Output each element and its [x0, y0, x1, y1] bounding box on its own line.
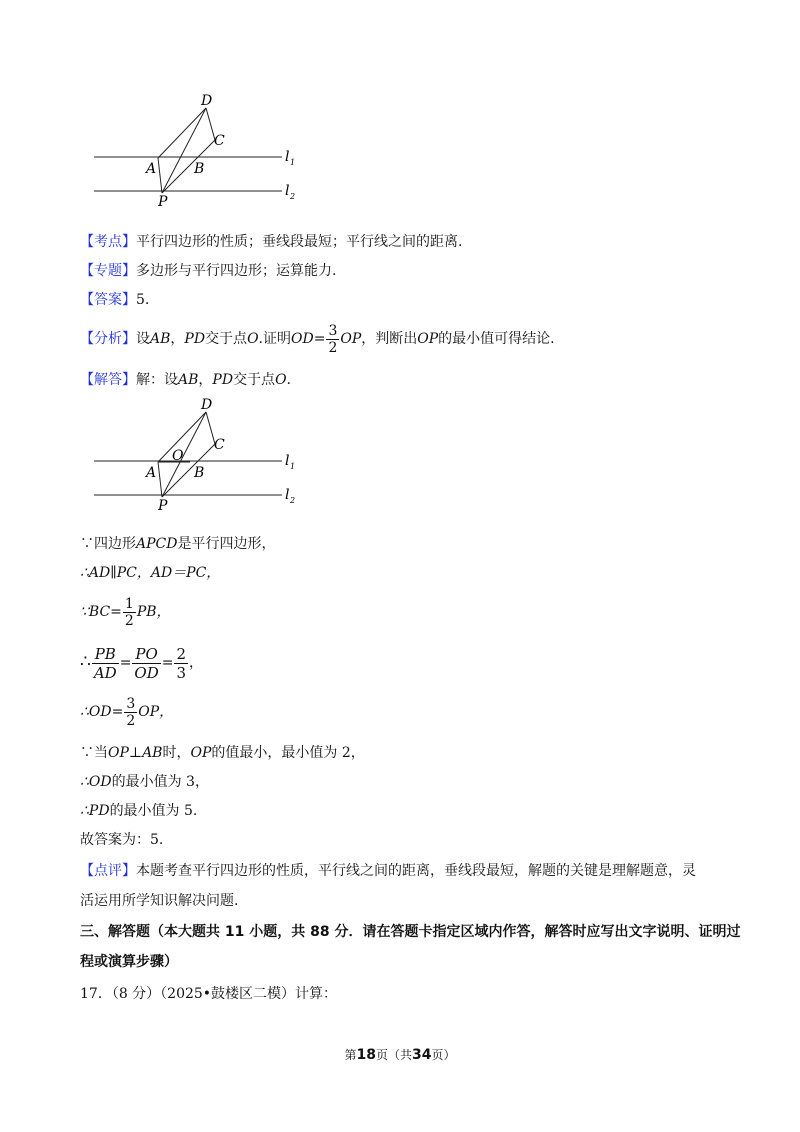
fenxi-od: OD [291, 331, 314, 347]
zhuanti-text: 多边形与平行四边形；运算能力. [136, 263, 337, 279]
label-A: A [146, 465, 157, 481]
step-8 [80, 801, 197, 821]
step-4-frac1-den: AD [93, 663, 117, 682]
step-5-fraction [124, 696, 137, 729]
dianping-text-1: 本题考查平行四边形的性质，平行线之间的距离，垂线段最短，解题的关键是理解题意，灵 [136, 863, 696, 879]
section-heading-line-1: 三、解答题（本大题共 11 小题，共 88 分．请在答题卡指定区域内作答，解答时应写出文字说明、证明过 [80, 924, 741, 940]
label-P: P [158, 194, 168, 210]
fenxi-tag: 【分析】 [80, 331, 136, 347]
label-B: B [194, 465, 205, 481]
step-6-text-a: ∵当 [80, 745, 108, 761]
question-17: 17．（8 分）（2025•鼓楼区二模）计算： [80, 986, 338, 1002]
step-1-text-a: ∵四边形 [80, 536, 136, 552]
step-4-frac3-num: 2 [176, 644, 187, 663]
footer-text-3: 页） [431, 1048, 456, 1062]
step-4-frac2-den: OD [134, 663, 159, 682]
step-4-frac3-den: 3 [176, 663, 187, 682]
step-2: ∴AD∥PC，AD＝PC， [80, 565, 221, 581]
label-C: C [214, 437, 225, 453]
step-8-pd: ∴PD [80, 803, 110, 819]
fenxi-comma: ， [170, 331, 185, 347]
fenxi-o: O [247, 331, 259, 347]
side-CP [162, 140, 215, 193]
step-5-text-b: OP， [138, 704, 174, 720]
side-AD [158, 108, 206, 158]
fenxi-ab: AB [150, 331, 171, 347]
label-A: A [146, 161, 157, 177]
fenxi-text2: 交于点 [205, 331, 248, 347]
step-3-fraction [123, 596, 136, 629]
step-5-frac-num: 3 [126, 695, 136, 712]
jieda-line [80, 370, 291, 390]
step-3-text-b: PB， [136, 604, 171, 620]
fenxi-text: 设 [136, 331, 150, 347]
kaodian-tag: 【考点】 [80, 234, 136, 250]
label-l2: l [285, 487, 290, 503]
section-heading-line-2: 程或演算步骤） [80, 954, 178, 970]
fenxi-fraction [326, 323, 339, 356]
footer-text-1: 第 [344, 1048, 357, 1062]
fenxi-op: OP [340, 331, 362, 347]
step-1 [80, 534, 275, 554]
dianping-line [80, 861, 696, 881]
label-D: D [201, 93, 213, 109]
jieda-ab: AB [178, 372, 199, 388]
fenxi-eq: = [313, 331, 326, 347]
footer-page-number: 18 [356, 1047, 376, 1063]
step-4-frac2 [132, 645, 160, 682]
jieda-pd: PD [212, 372, 234, 388]
daan-text: 5. [136, 292, 150, 308]
jieda-comma: ， [198, 372, 213, 388]
label-l1: l [285, 149, 290, 165]
fenxi-frac-den: 2 [328, 339, 338, 356]
jieda-o: O [275, 372, 287, 388]
page-footer [0, 1046, 800, 1063]
label-l1-sub: 1 [290, 462, 296, 471]
step-4-therefore: ∴ [80, 652, 91, 672]
footer-text-2: 页（共 [375, 1048, 412, 1062]
label-P: P [158, 498, 168, 514]
fenxi-text5: 的最小值可得结论. [438, 331, 555, 347]
step-7-od: ∴OD [80, 774, 112, 790]
step-6-text-c: 时， [162, 745, 191, 761]
figure-parallelogram-1 [88, 88, 308, 213]
step-6 [80, 743, 365, 763]
step-5-frac-den: 2 [126, 712, 136, 729]
fenxi-pd: PD [184, 331, 206, 347]
dianping-tag: 【点评】 [80, 863, 136, 879]
label-B: B [194, 161, 205, 177]
step-5 [80, 694, 173, 730]
step-3-text-a: ∵BC= [80, 604, 122, 620]
label-D: D [201, 397, 213, 413]
step-4-frac1-num: PB [92, 645, 119, 664]
jieda-tag: 【解答】 [80, 372, 136, 388]
jieda-end: . [286, 372, 291, 388]
fenxi-text3: .证明 [258, 331, 291, 347]
fenxi-frac-num: 3 [328, 322, 338, 339]
figure-parallelogram-2 [88, 392, 308, 517]
label-O: O [172, 448, 184, 464]
step-7-text: 的最小值为 3， [111, 774, 209, 790]
step-1-text-c: 是平行四边形， [177, 536, 276, 552]
diagonal-PD [162, 412, 206, 497]
zhuanti-line [80, 261, 336, 281]
zhuanti-tag: 【专题】 [80, 263, 136, 279]
step-1-apcd: APCD [136, 536, 178, 552]
label-l2-sub: 2 [290, 192, 296, 201]
step-3 [80, 594, 171, 630]
kaodian-line [80, 232, 462, 252]
label-l1: l [285, 453, 290, 469]
side-PA [158, 158, 162, 193]
dianping-line-2: 活运用所学知识解决问题. [80, 893, 239, 909]
jieda-text: 解：设 [136, 372, 178, 388]
side-CP [162, 444, 215, 497]
step-4-frac2-num: PO [132, 645, 160, 664]
footer-total-pages: 34 [412, 1047, 432, 1063]
daan-line [80, 290, 149, 310]
kaodian-text: 平行四边形的性质；垂线段最短；平行线之间的距离. [136, 234, 463, 250]
step-7 [80, 772, 209, 792]
step-4-end: ， [189, 655, 204, 671]
label-l1-sub: 1 [290, 158, 296, 167]
daan-tag: 【答案】 [80, 292, 136, 308]
step-4-eq1: = [119, 655, 132, 671]
label-l2: l [285, 183, 290, 199]
step-6-op: OP [190, 745, 212, 761]
fenxi-op2: OP [417, 331, 439, 347]
fenxi-text4: ，判断出 [361, 331, 418, 347]
fenxi-line [80, 322, 555, 356]
step-4 [80, 642, 203, 683]
step-8-text: 的最小值为 5. [109, 803, 198, 819]
jieda-text2: 交于点 [233, 372, 276, 388]
step-4-frac1 [92, 645, 119, 682]
step-9: 故答案为：5. [80, 832, 164, 848]
label-C: C [214, 133, 225, 149]
step-6-op-perp-ab: OP⊥AB [108, 745, 163, 761]
label-l2-sub: 2 [290, 496, 296, 505]
step-4-eq2: = [161, 655, 174, 671]
side-PA [158, 462, 162, 497]
step-6-text-e: 的值最小，最小值为 2， [211, 745, 365, 761]
step-3-frac-den: 2 [124, 612, 134, 629]
step-4-frac3 [174, 645, 188, 682]
diagonal-PD [162, 108, 206, 193]
step-5-text-a: ∴OD= [80, 704, 124, 720]
step-3-frac-num: 1 [124, 595, 134, 612]
